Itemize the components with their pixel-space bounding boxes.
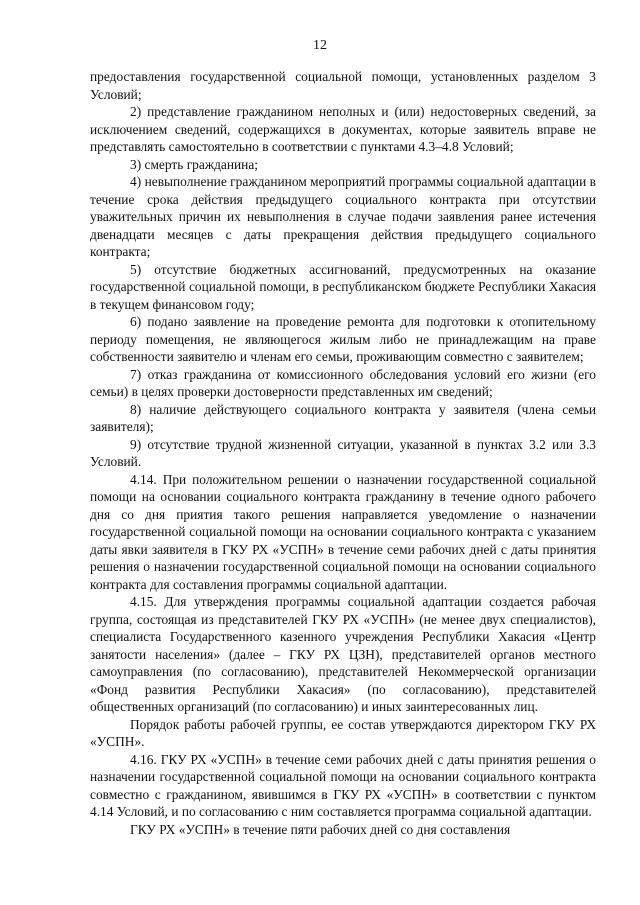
paragraph-item-5: 5) отсутствие бюджетных ассигнований, предусмотренных на оказание государственной социальной помощи, в республиканском бюджете Республики Хакасия в текущем финансовом году; [90,261,596,312]
paragraph-item-9: 9) отсутствие трудной жизненной ситуации, указанной в пунктах 3.2 или 3.3 Условий. [90,436,596,469]
paragraph-item-6: 6) подано заявление на проведение ремонта для подготовки к отопительному периоду помещения, не являющегося жилым либо не принадлежащим на праве собственности заявителю и членам его семьи, проживающим совместно с заявителем; [90,314,596,364]
document-body [90,68,596,838]
paragraph-section-4-15: 4.15. Для утверждения программы социальной адаптации создается рабочая группа, состоящая из представителей ГКУ РХ «УСПН» (не менее двух специалистов), специалиста Государственного казенного учреждения Республики Хакасия «Центр занятости населения» (далее – ГКУ РХ ЦЗН), представителей органов местного самоуправления (по согласованию), представителей Некоммерческой организации «Фонд развития Республики Хакасия» (по согласованию), представителей общественных организаций (по согласованию) и иных заинтересованных лиц. [90,594,596,714]
paragraph-item-7: 7) отказ гражданина от комиссионного обследования условий его жизни (его семьи) в целях проверки достоверности представленных им сведений; [90,366,596,399]
paragraph-item-4: 4) невыполнение гражданином мероприятий программы социальной адаптации в течение срока действия предыдущего социального контракта при отсутствии уважительных причин их невыполнения в случае подачи заявления ранее истечения двенадцати месяцев с даты прекращения действия предыдущего социального контракта; [90,174,596,259]
paragraph-continuation: предоставления государственной социальной помощи, установленных разделом 3 Условий; [90,69,596,102]
paragraph-item-3: 3) смерть гражданина; [130,156,258,172]
paragraph-working-group-order: Порядок работы рабочей группы, ее состав утверждаются директором ГКУ РХ «УСПН». [90,716,596,749]
page-number: 12 [313,38,327,53]
paragraph-section-4-16: 4.16. ГКУ РХ «УСПН» в течение семи рабочих дней с даты принятия решения о назначении государственной социальной помощи на основании социального контракта совместно с гражданином, явившимся в ГКУ РХ «УСПН» в соответствии с пунктом 4.14 Условий, и по согласованию с ним составляется программа социальной адаптации. [90,751,596,819]
paragraph-section-4-14: 4.14. При положительном решении о назначении государственной социальной помощи на основании социального контракта гражданину в течение одного рабочего дня со дня приятия такого решения направляется уведомление о назначении государственной социальной помощи на основании социального контракта с указанием даты явки заявителя в ГКУ РХ «УСПН» в течение семи рабочих дней с даты принятия решения о назначении государственной социальной помощи на основании социального контракта для составления программы социальной адаптации. [90,471,596,592]
paragraph-trailing: ГКУ РХ «УСПН» в течение пяти рабочих дней со дня составления [130,821,511,837]
paragraph-item-2: 2) представление гражданином неполных и (или) недостоверных сведений, за исключением сведений, содержащихся в документах, которые заявитель вправе не представлять самостоятельно в соответствии с пунктами 4.3–4.8 Условий; [90,104,596,154]
paragraph-item-8: 8) наличие действующего социального контракта у заявителя (члена семьи заявителя); [90,401,596,434]
